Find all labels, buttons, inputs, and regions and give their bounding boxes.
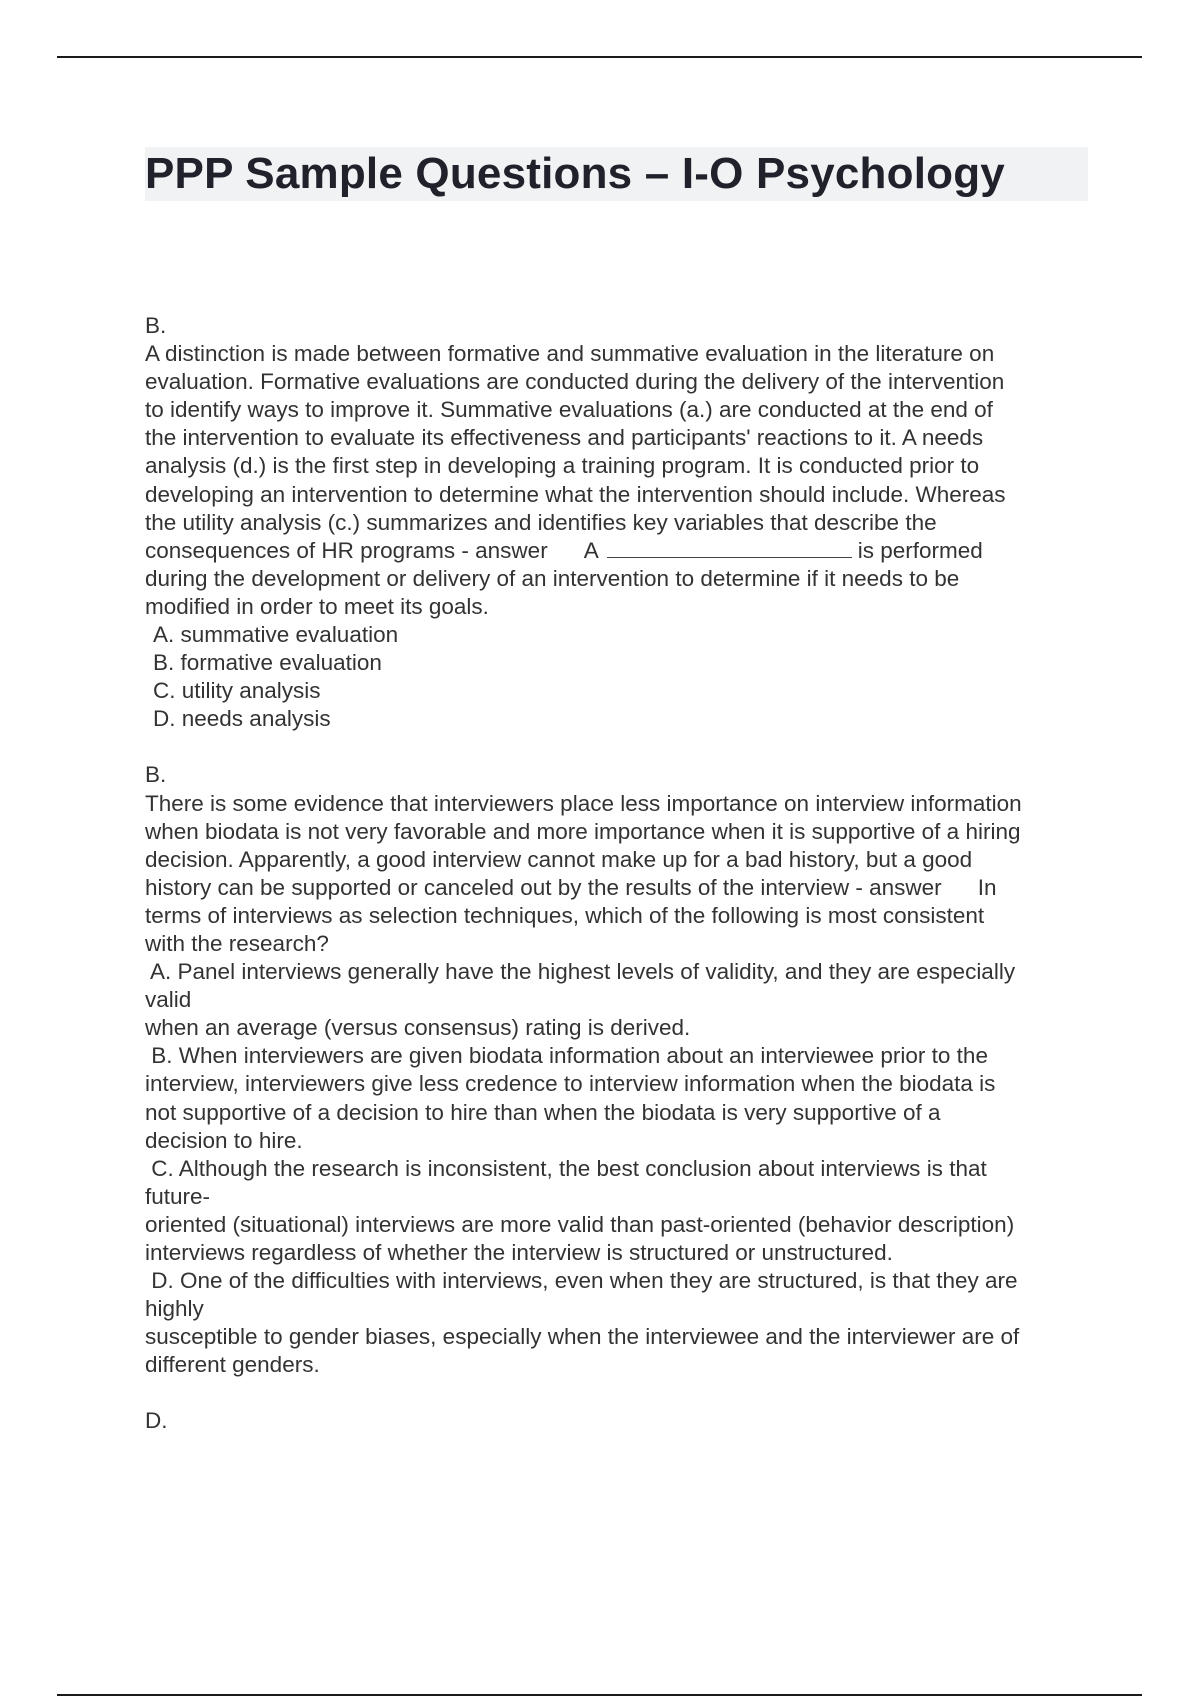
- explanation-line: the intervention to evaluate its effectiveness and participants' reactions to it. A needs: [145, 425, 984, 451]
- option-c: C. utility analysis: [153, 678, 321, 704]
- explanation-question-line: [145, 537, 1095, 565]
- option-a-line: A. Panel interviews generally have the highest levels of validity, and they are especially: [145, 959, 1016, 985]
- explanation-line: developing an intervention to determine what the intervention should include. Whereas: [145, 481, 1006, 507]
- question-start: In: [977, 874, 997, 900]
- question-start: A: [583, 537, 599, 563]
- option-d-line: different genders.: [145, 1352, 320, 1378]
- explanation-question-line: [145, 874, 1095, 902]
- explanation-line: evaluation. Formative evaluations are conducted during the delivery of the intervention: [145, 369, 1005, 395]
- option-b-line: interview, interviewers give less credence to interview information when the biodata is: [145, 1071, 996, 1097]
- question-line: modified in order to meet its goals.: [145, 593, 489, 619]
- option-d-line: D. One of the difficulties with interviews, even when they are structured, is that they are: [145, 1268, 1018, 1294]
- option-c-line: future-: [145, 1183, 211, 1209]
- explanation-line: the utility analysis (c.) summarizes and identifies key variables that describe the: [145, 509, 937, 535]
- question-block-2: [145, 761, 1095, 1379]
- option-a-line: valid: [145, 987, 192, 1013]
- fill-in-blank: [607, 537, 852, 558]
- bottom-rule: [57, 1694, 1142, 1696]
- page-title: PPP Sample Questions – I-O Psychology: [145, 147, 1088, 201]
- question-block-3: [145, 1407, 1095, 1435]
- top-rule: [57, 56, 1142, 58]
- option-c-line: interviews regardless of whether the interview is structured or unstructured.: [145, 1240, 893, 1265]
- option-b-line: not supportive of a decision to hire than when the biodata is very supportive of a: [145, 1099, 941, 1125]
- question-line: with the research?: [145, 930, 329, 956]
- answer-letter: B.: [145, 762, 167, 788]
- explanation-line: when biodata is not very favorable and more importance when it is supportive of a hiring: [145, 818, 1021, 844]
- option-a: A. summative evaluation: [153, 622, 399, 648]
- explanation-line: to identify ways to improve it. Summative evaluations (a.) are conducted at the end of: [145, 397, 993, 423]
- question-line: during the development or delivery of an intervention to determine if it needs to be: [145, 565, 960, 591]
- explanation-end: consequences of HR programs - answer: [145, 537, 548, 563]
- explanation-line: A distinction is made between formative and summative evaluation in the literature on: [145, 341, 995, 367]
- answer-letter: B.: [145, 313, 167, 338]
- option-d: D. needs analysis: [153, 706, 331, 732]
- answer-letter: D.: [145, 1408, 168, 1434]
- option-b-line: B. When interviewers are given biodata information about an interviewee prior to the: [145, 1043, 988, 1069]
- option-d-line: susceptible to gender biases, especially when the interviewee and the interviewer are of: [145, 1324, 1020, 1350]
- option-a-line: when an average (versus consensus) rating is derived.: [145, 1015, 691, 1041]
- option-c-line: C. Although the research is inconsistent, the best conclusion about interviews is that: [145, 1155, 987, 1181]
- option-b-line: decision to hire.: [145, 1127, 303, 1153]
- option-d-line: highly: [145, 1296, 204, 1322]
- explanation-line: analysis (d.) is the first step in developing a training program. It is conducted prior to: [145, 453, 980, 479]
- explanation-end: history can be supported or canceled out by the results of the interview - answer: [145, 874, 942, 900]
- question-block-1: [145, 312, 1095, 733]
- option-c-line: oriented (situational) interviews are more valid than past-oriented (behavior description): [145, 1211, 1015, 1237]
- document-body: [145, 312, 1095, 1436]
- explanation-line: There is some evidence that interviewers place less importance on interview information: [145, 790, 1022, 816]
- option-b: B. formative evaluation: [153, 650, 382, 676]
- question-line: terms of interviews as selection techniques, which of the following is most consistent: [145, 902, 985, 928]
- question-after-blank: is performed: [857, 537, 983, 563]
- explanation-line: decision. Apparently, a good interview cannot make up for a bad history, but a good: [145, 846, 973, 872]
